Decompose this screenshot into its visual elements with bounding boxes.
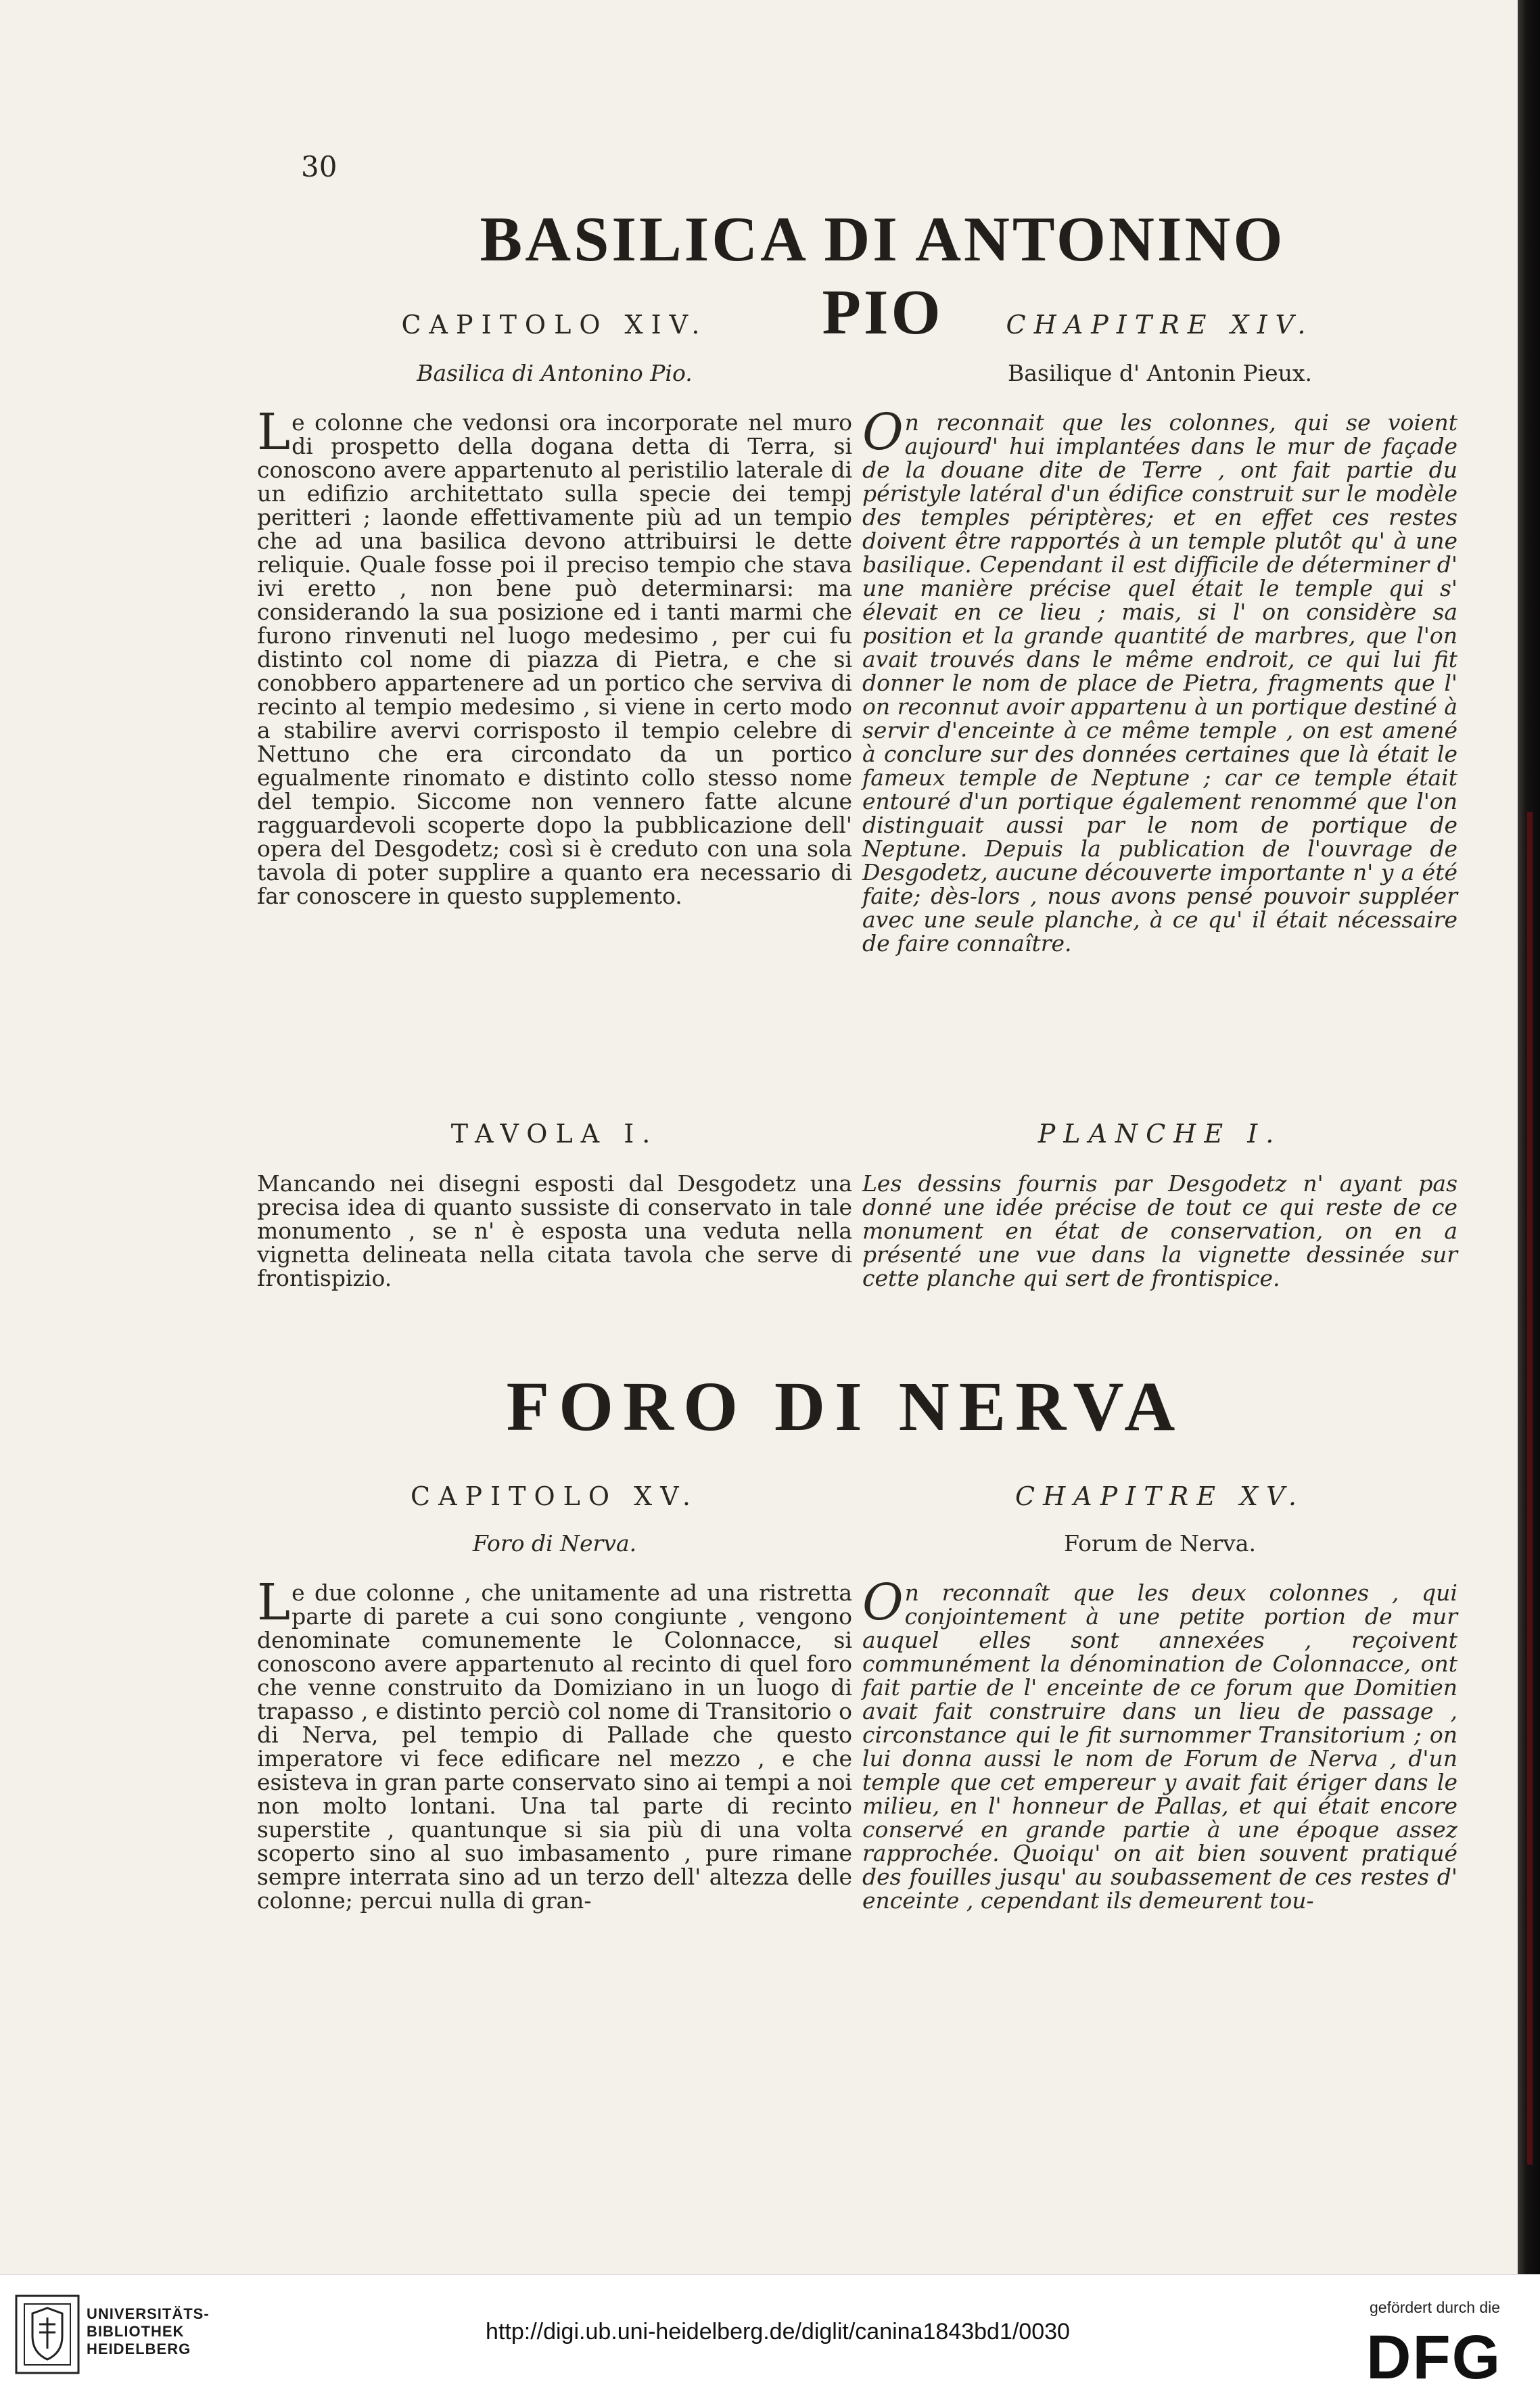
paragraph-text: e due colonne , che unitamente ad una ristretta parte di parete a cui sono congiunte , vengono denominate comunemente le Colonnacce, si conoscono avere appartenuto al recinto di quel foro che venne construito da Domiziano in un luogo di trapasso , e distinto perciò col nome di Transitorio o di Nerva, pel tempio di Pallade che questo imperatore vi fece edificare nel mezzo , e che esisteva in gran parte conservato sino ai tempi a noi non molto lontani. Una tal parte di recinto superstite , quantunque si sia più di una volta scoperto sino al suo imbasamento , pure rimane sempre interrata sino ad un terzo dell' altezza delle colonne; percui nulla di gran-: [257, 1580, 852, 1914]
plate-french: [862, 1119, 1457, 1290]
chapter-heading-it: CAPITOLO XIV.: [401, 310, 708, 340]
paragraph-text: n reconnaît que les deux colonnes , qui conjointement à une petite portion de mur auquel elles sont annexées , reçoivent communément la dénomination de Colonnacce, ont fait partie de l' enceinte de ce forum que Domitien avait fait construire dans un lieu de passage , circonstance qui le fit surnommer Transitorium ; on lui donna aussi le nom de Forum de Nerva , d'un temple que cet empereur y avait fait ériger dans le milieu, en l' honneur de Pallas, et qui était encore conservé en grande partie à une époque assez rapprochée. Quoiqu' on ait bien souvent pratiqué des fouilles jusqu' au soubassement de ces restes d' enceinte , cependant ils demeurent tou-: [862, 1580, 1457, 1914]
chapter-heading-fr: CHAPITRE XIV.: [1006, 310, 1314, 340]
plate-heading-fr: PLANCHE I.: [1037, 1119, 1282, 1149]
dropcap: L: [257, 403, 291, 461]
section1-french: [862, 310, 1457, 955]
plate-heading-it: TAVOLA I.: [450, 1119, 659, 1149]
funding-label: gefördert durch die: [1370, 2299, 1501, 2316]
paragraph-fr: [862, 403, 1457, 956]
plate-text-it: Mancando nei disegni esposti dal Desgodetz una precisa idea di quanto sussiste di conservato in tale monumento , se n' è esposta una veduta nella vignetta delineata nella citata tavola che serve di frontispizio.: [257, 1170, 852, 1291]
chapter-subtitle-it: Foro di Nerva.: [472, 1530, 637, 1557]
institution-name: [87, 2305, 210, 2358]
university-seal-icon: [15, 2295, 80, 2374]
page-number: 30: [301, 150, 337, 183]
chapter-subtitle-it: Basilica di Antonino Pio.: [417, 360, 693, 386]
chapter-heading-fr: CHAPITRE XV.: [1015, 1481, 1305, 1511]
section1-italian: [257, 310, 852, 908]
chapter-heading-it: CAPITOLO XV.: [411, 1481, 699, 1511]
dropcap: O: [862, 1573, 904, 1632]
institution-line: HEIDELBERG: [87, 2341, 191, 2357]
chapter-subtitle-fr: Basilique d' Antonin Pieux.: [1007, 360, 1312, 386]
paragraph-fr: [862, 1573, 1457, 1914]
permalink-url[interactable]: http://digi.ub.uni-heidelberg.de/diglit/canina1843bd1/0030: [486, 2319, 1070, 2345]
page-title: BASILICA DI ANTONINO PIO: [480, 204, 1286, 348]
dfg-logo: DFG: [1366, 2323, 1502, 2392]
institution-line: BIBLIOTHEK: [87, 2323, 185, 2340]
dropcap: O: [862, 403, 904, 461]
institution-line: UNIVERSITÄTS-: [87, 2305, 210, 2322]
paragraph-text: e colonne che vedonsi ora incorporate nel muro di prospetto della dogana detta di Terra, si conoscono avere appartenuto al peristilio laterale di un edifizio architettato sulla specie dei tempj peritteri ; laonde effettivamente più ad un tempio che ad una basilica devono attribuirsi le dette reliquie. Quale fosse poi il preciso tempio che stava ivi eretto , non bene può determinarsi: ma considerando la sua posizione ed i tanti marmi che furono rinvenuti nel luogo medesimo , per cui fu distinto col nome di piazza di Pietra, e che si conobbero appartenere ad un portico che serviva di recinto al tempio medesimo , si viene in certo modo a stabilire avervi corrisposto il tempio celebre di Nettuno che era circondato da un portico egualmente rinomato e distinto collo stesso nome del tempio. Siccome non vennero fatte alcune ragguardevoli scoperte dopo la pubblicazione dell' opera del Desgodetz; così si è creduto con una sola tavola di poter supplire a quanto era necessario di far conoscere in questo supplemento.: [257, 409, 852, 909]
book-edge-bookmark: [1527, 812, 1533, 2165]
dropcap: L: [257, 1573, 291, 1632]
plate-text-fr: Les dessins fournis par Desgodetz n' ayant pas donné une idée précise de tout ce qui reste de ce monument en état de conservation, on en a présenté une vue dans la vignette dessinée sur cette planche qui sert de frontispice.: [862, 1170, 1457, 1291]
chapter-subtitle-fr: Forum de Nerva.: [1064, 1530, 1256, 1557]
plate-italian: [257, 1119, 852, 1290]
book-edge: [1518, 0, 1540, 2274]
paragraph-it: [257, 403, 852, 909]
section2-italian: [257, 1481, 852, 1912]
paragraph-it: [257, 1573, 852, 1914]
section2-french: [862, 1481, 1457, 1912]
section-title: FORO DI NERVA: [506, 1368, 1185, 1446]
paragraph-text: n reconnait que les colonnes, qui se voient aujourd' hui implantées dans le mur de façade de la douane dite de Terre , ont fait partie du péristyle latéral d'un édifice construit sur le modèle des temples périptères; et en effet ces restes doivent être rapportés à un temple plutôt qu' à une basilique. Cependant il est difficile de déterminer d' une manière précise quel était le temple qui s' élevait en ce lieu ; mais, si l' on considère sa position et la grande quantité de marbres, que l'on avait trouvés dans le même endroit, ce qui lui fit donner le nom de place de Pietra, fragments que l' on reconnut avoir appartenu à un portique destiné à servir d'enceinte à ce même temple , on est amené à conclure sur des données certaines que là était le fameux temple de Neptune ; car ce temple était entouré d'un portique également renommé que l'on distinguait aussi par le nom de portique de Neptune. Depuis la publication de l'ouvrage de Desgodetz, aucune découverte importante n' y a été faite; dès-lors , nous avons pensé pouvoir suppléer avec une seule planche, à ce qu' il était nécessaire de faire connaître.: [862, 409, 1457, 956]
